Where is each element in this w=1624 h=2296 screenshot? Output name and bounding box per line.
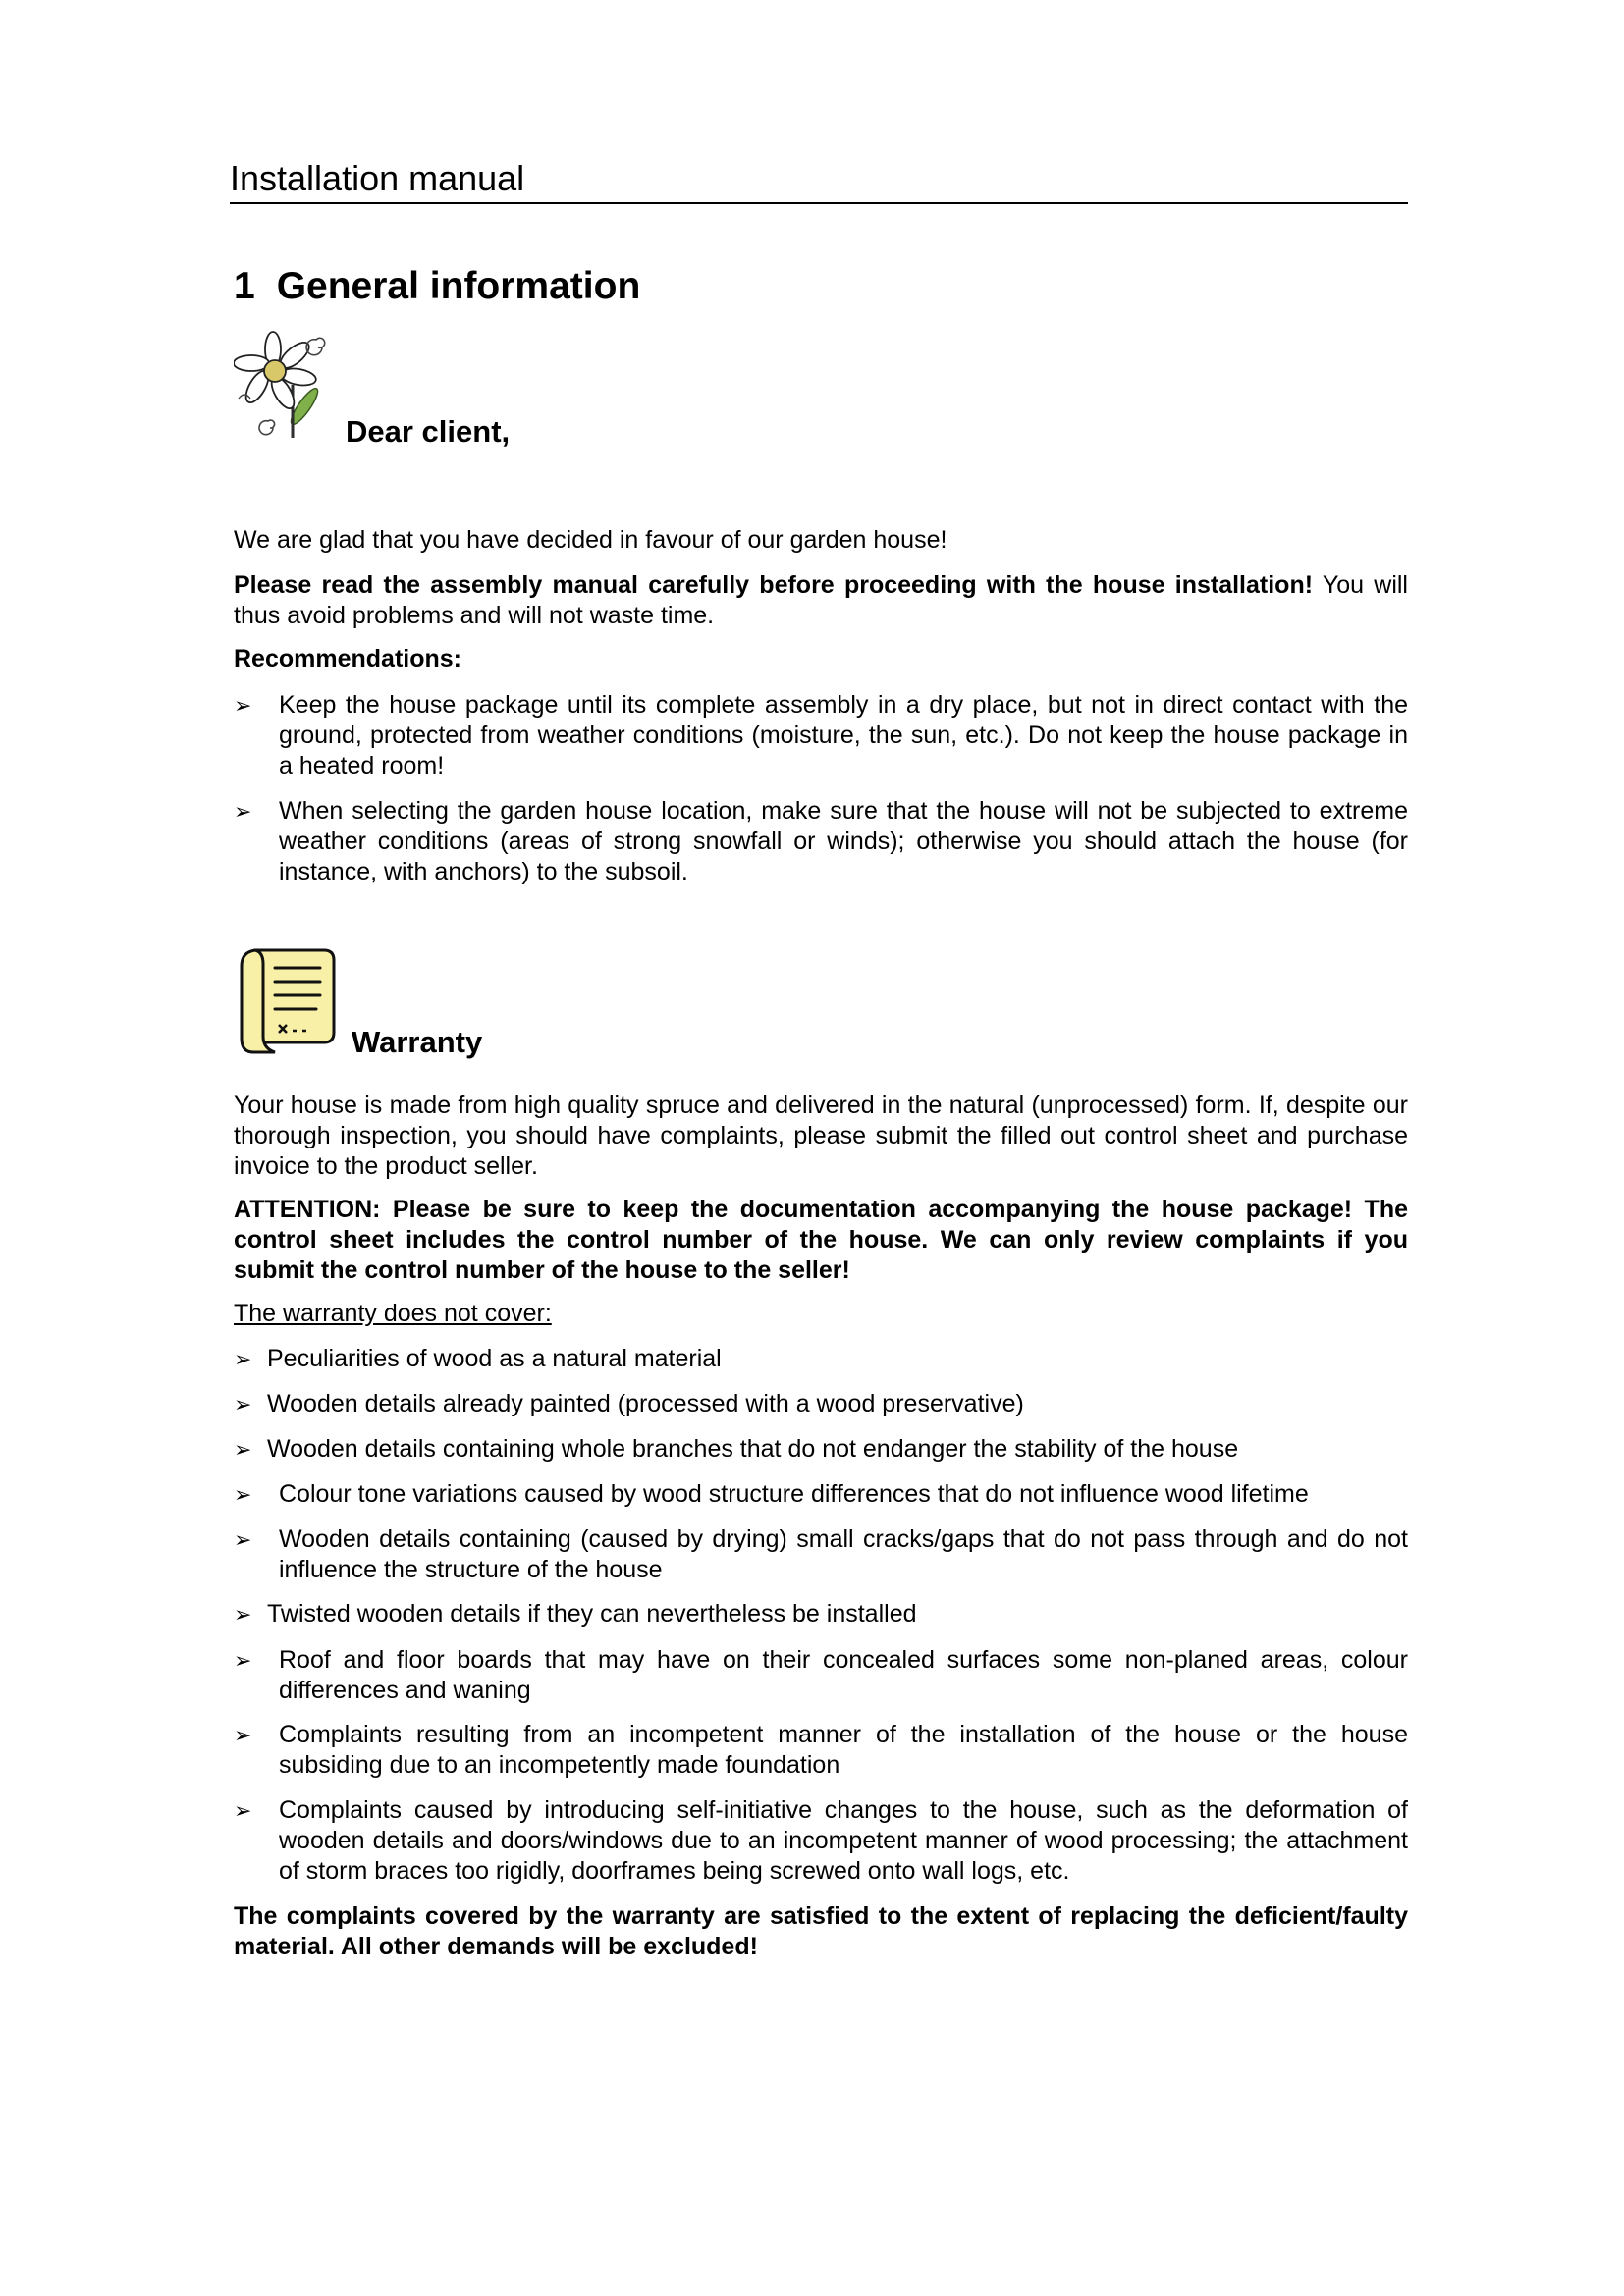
exclusion-item (234, 1344, 1408, 1374)
exclusion-item (234, 1479, 1408, 1510)
recommendation-text: Keep the house package until its complete assembly in a dry place, but not in direct contact with the ground, protected from weather conditions (moisture, the sun, etc.). Do not keep the house package in a heated room! (279, 691, 1408, 779)
exclusion-item (234, 1389, 1408, 1419)
section-title: General information (276, 265, 641, 307)
dear-client-heading: Dear client, (346, 414, 511, 449)
page-header (230, 157, 1408, 204)
closing-paragraph: The complaints covered by the warranty are satisfied to the extent of replacing the deficient/faulty material. All other demands will be excluded! (234, 1902, 1408, 1960)
read-manual-paragraph (234, 570, 1408, 631)
exclusion-text: Twisted wooden details if they can nevertheless be installed (267, 1600, 917, 1628)
arrow-bullet-icon: ➢ (234, 1723, 252, 1747)
exclusion-item (234, 1720, 1408, 1781)
recommendations-label: Recommendations: (234, 645, 461, 672)
header-title: Installation manual (230, 158, 525, 198)
exclusion-item (234, 1795, 1408, 1887)
section-heading (234, 263, 640, 310)
read-manual-bold: Please read the assembly manual carefully before proceeding with the house installation! (234, 571, 1314, 599)
exclusion-item (234, 1524, 1408, 1585)
section-number: 1 (234, 265, 255, 307)
recommendation-item (234, 690, 1408, 781)
recommendation-text: When selecting the garden house location, make sure that the house will not be subjected to extreme weather conditions (areas of strong snowfall or winds); otherwise you should attach the house (for instance, with anchors) to the subsoil. (279, 797, 1408, 885)
exclusion-item (234, 1599, 1408, 1629)
exclusion-text: Wooden details already painted (processed with a wood preservative) (267, 1390, 1024, 1417)
arrow-bullet-icon: ➢ (234, 1648, 252, 1673)
exclusion-text: Roof and floor boards that may have on their concealed surfaces some non-planed areas, colour differences and waning (279, 1646, 1408, 1704)
exclusion-item (234, 1645, 1408, 1706)
arrow-bullet-icon: ➢ (234, 1798, 252, 1823)
exclusion-text: Wooden details containing whole branches that do not endanger the stability of the house (267, 1435, 1239, 1463)
exclusion-text: Colour tone variations caused by wood structure differences that do not influence wood lifetime (279, 1480, 1309, 1508)
flower-icon (234, 330, 338, 440)
attention-paragraph: ATTENTION: Please be sure to keep the documentation accompanying the house package! The control sheet includes the control number of the house. We can only review complaints if you submit the control number of the house to the seller! (234, 1196, 1408, 1284)
warranty-heading: Warranty (352, 1025, 483, 1059)
arrow-bullet-icon: ➢ (234, 1347, 252, 1371)
arrow-bullet-icon: ➢ (234, 799, 252, 824)
recommendation-item (234, 796, 1408, 887)
arrow-bullet-icon: ➢ (234, 1482, 252, 1507)
arrow-bullet-icon: ➢ (234, 1602, 252, 1627)
not-cover-label: The warranty does not cover: (234, 1300, 552, 1327)
read-manual-rest: You will thus avoid problems and will not waste time. (234, 571, 1408, 629)
scroll-document-icon (234, 942, 344, 1058)
arrow-bullet-icon: ➢ (234, 693, 252, 718)
exclusion-text: Complaints resulting from an incompetent manner of the installation of the house or the house subsiding due to an incompetently made foundation (279, 1721, 1408, 1779)
exclusion-item (234, 1434, 1408, 1465)
exclusion-text: Wooden details containing (caused by drying) small cracks/gaps that do not pass through and do not influence the structure of the house (279, 1525, 1408, 1583)
intro-paragraph: We are glad that you have decided in favour of our garden house! (234, 526, 947, 554)
exclusion-text: Complaints caused by introducing self-initiative changes to the house, such as the deformation of wooden details and doors/windows due to an incompetent manner of wood processing; the attachment of storm braces too rigidly, doorframes being screwed onto wall logs, etc. (279, 1796, 1408, 1885)
arrow-bullet-icon: ➢ (234, 1392, 252, 1416)
exclusion-text: Peculiarities of wood as a natural material (267, 1345, 722, 1372)
arrow-bullet-icon: ➢ (234, 1527, 252, 1552)
warranty-intro-paragraph: Your house is made from high quality spruce and delivered in the natural (unprocessed) form. If, despite our thorough inspection, you should have complaints, please submit the filled out control sheet and purchase invoice to the product seller. (234, 1092, 1408, 1180)
arrow-bullet-icon: ➢ (234, 1437, 252, 1462)
